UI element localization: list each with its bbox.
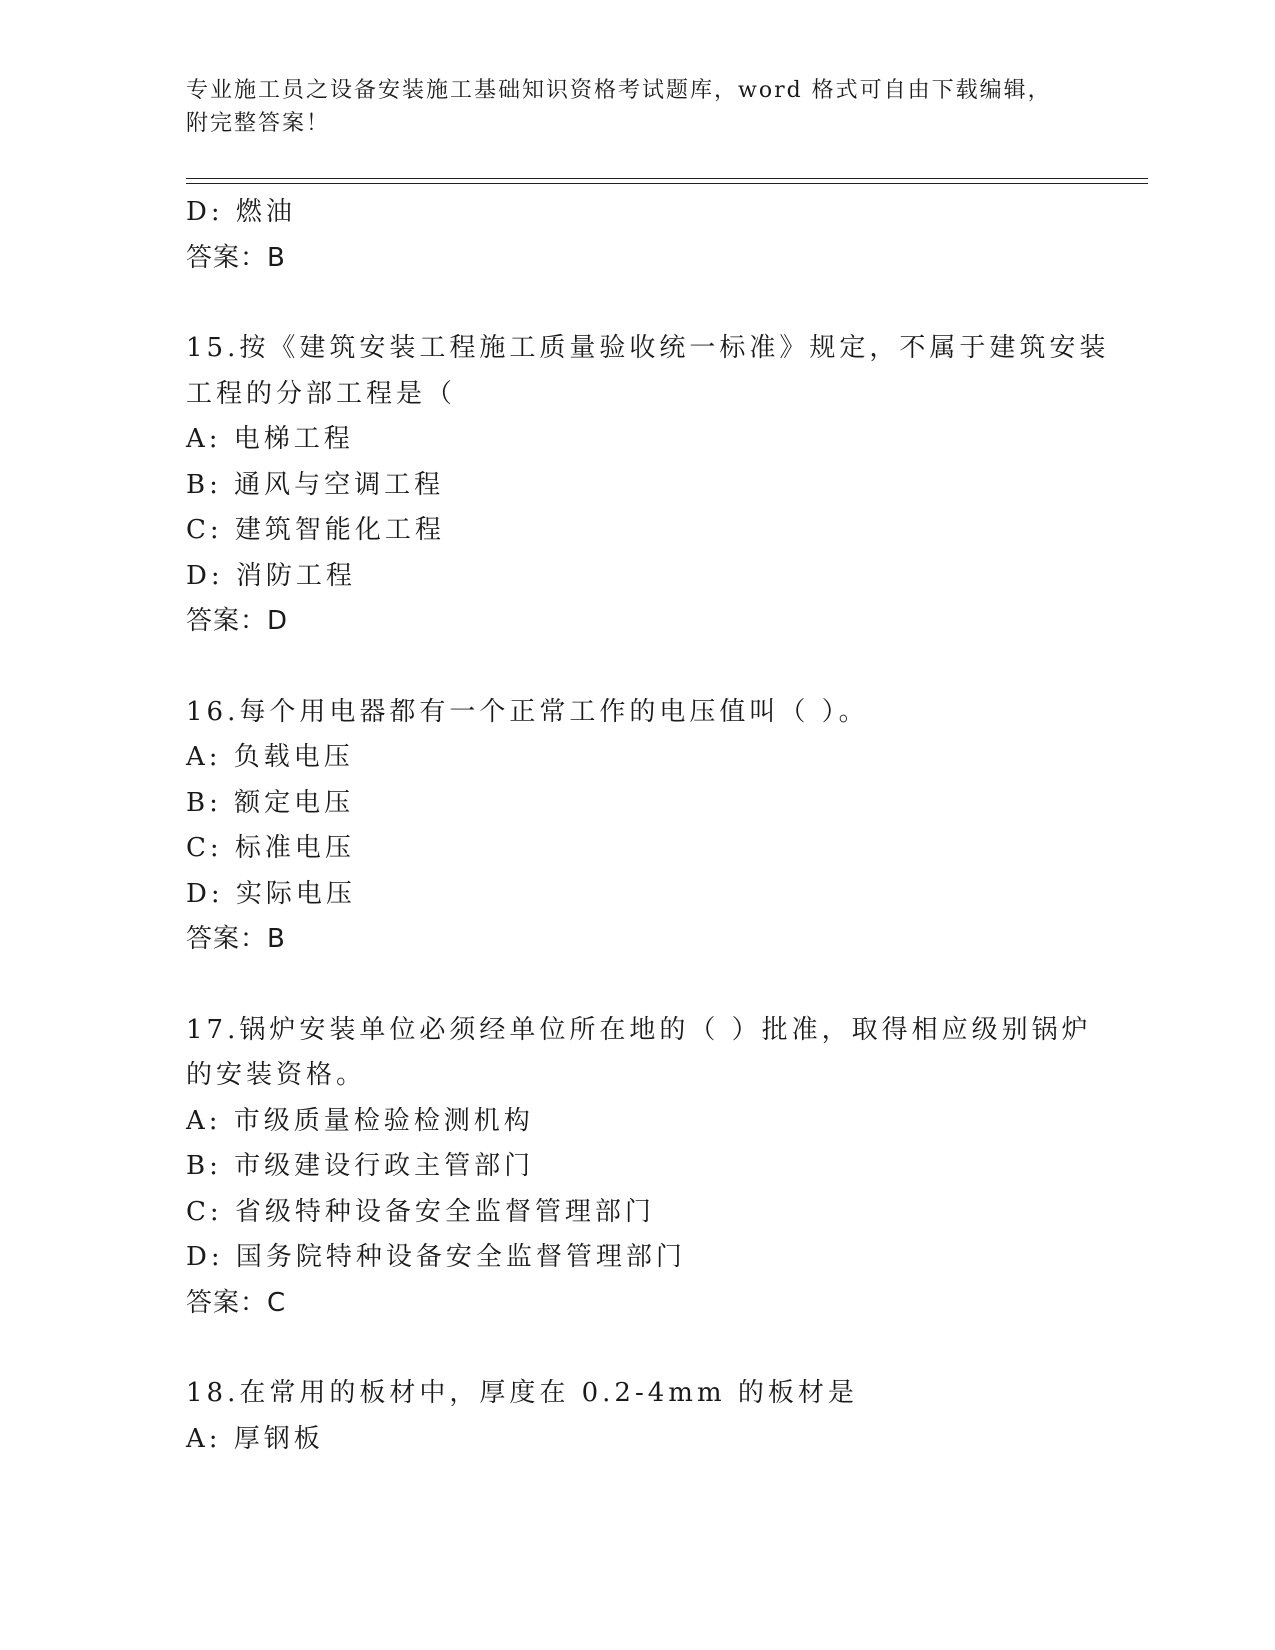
question-list [186,190,1110,1462]
header-line-2: 附完整答案！ [186,111,331,136]
option-c: C: 省级特种设备安全监督管理部门 [186,1196,655,1227]
option-d: D: 消防工程 [186,560,356,591]
question-text-cont: 的安装资格。 [186,1060,367,1090]
header-rule-top [186,178,1148,179]
document-header [186,74,1086,140]
answer: 答案：B [186,242,286,273]
option-c: C: 标准电压 [186,833,355,863]
question-18 [186,1371,1086,1462]
option-b: B: 市级建设行政主管部门 [186,1151,535,1181]
question-text: 15.按《建筑安装工程施工质量验收统一标准》规定，不属于建筑安装 [186,333,1110,363]
option-d: D: 国务院特种设备安全监督管理部门 [186,1242,686,1272]
header-line-1: 专业施工员之设备安装施工基础知识资格考试题库，word 格式可自由下载编辑， [186,78,1052,103]
question-text: 17.锅炉安装单位必须经单位所在地的（ ）批准，取得相应级别锅炉 [186,1014,1092,1045]
answer: 答案：B [186,924,286,954]
question-text-cont: 工程的分部工程是（ [186,378,457,409]
option-a: A: 电梯工程 [186,424,354,454]
option-b: B: 额定电压 [186,787,355,818]
option-b: B: 通风与空调工程 [186,469,445,500]
option-d: D: 燃油 [186,197,296,227]
option-a: A: 市级质量检验检测机构 [186,1105,534,1136]
option-a: A: 负载电压 [186,742,354,772]
question-15 [186,326,1110,645]
question-text: 18.在常用的板材中，厚度在 0.2-4mm 的板材是 [186,1378,858,1408]
option-a: A: 厚钢板 [186,1423,324,1454]
question-14-tail [186,190,1086,281]
option-c: C: 建筑智能化工程 [186,515,445,545]
option-d: D: 实际电压 [186,878,356,909]
answer: 答案：D [186,606,289,636]
header-rule-bottom [186,183,1148,184]
question-text: 16.每个用电器都有一个正常工作的电压值叫（ ）。 [186,696,869,727]
question-16 [186,690,1086,963]
answer: 答案：C [186,1287,287,1318]
question-17 [186,1008,1092,1327]
